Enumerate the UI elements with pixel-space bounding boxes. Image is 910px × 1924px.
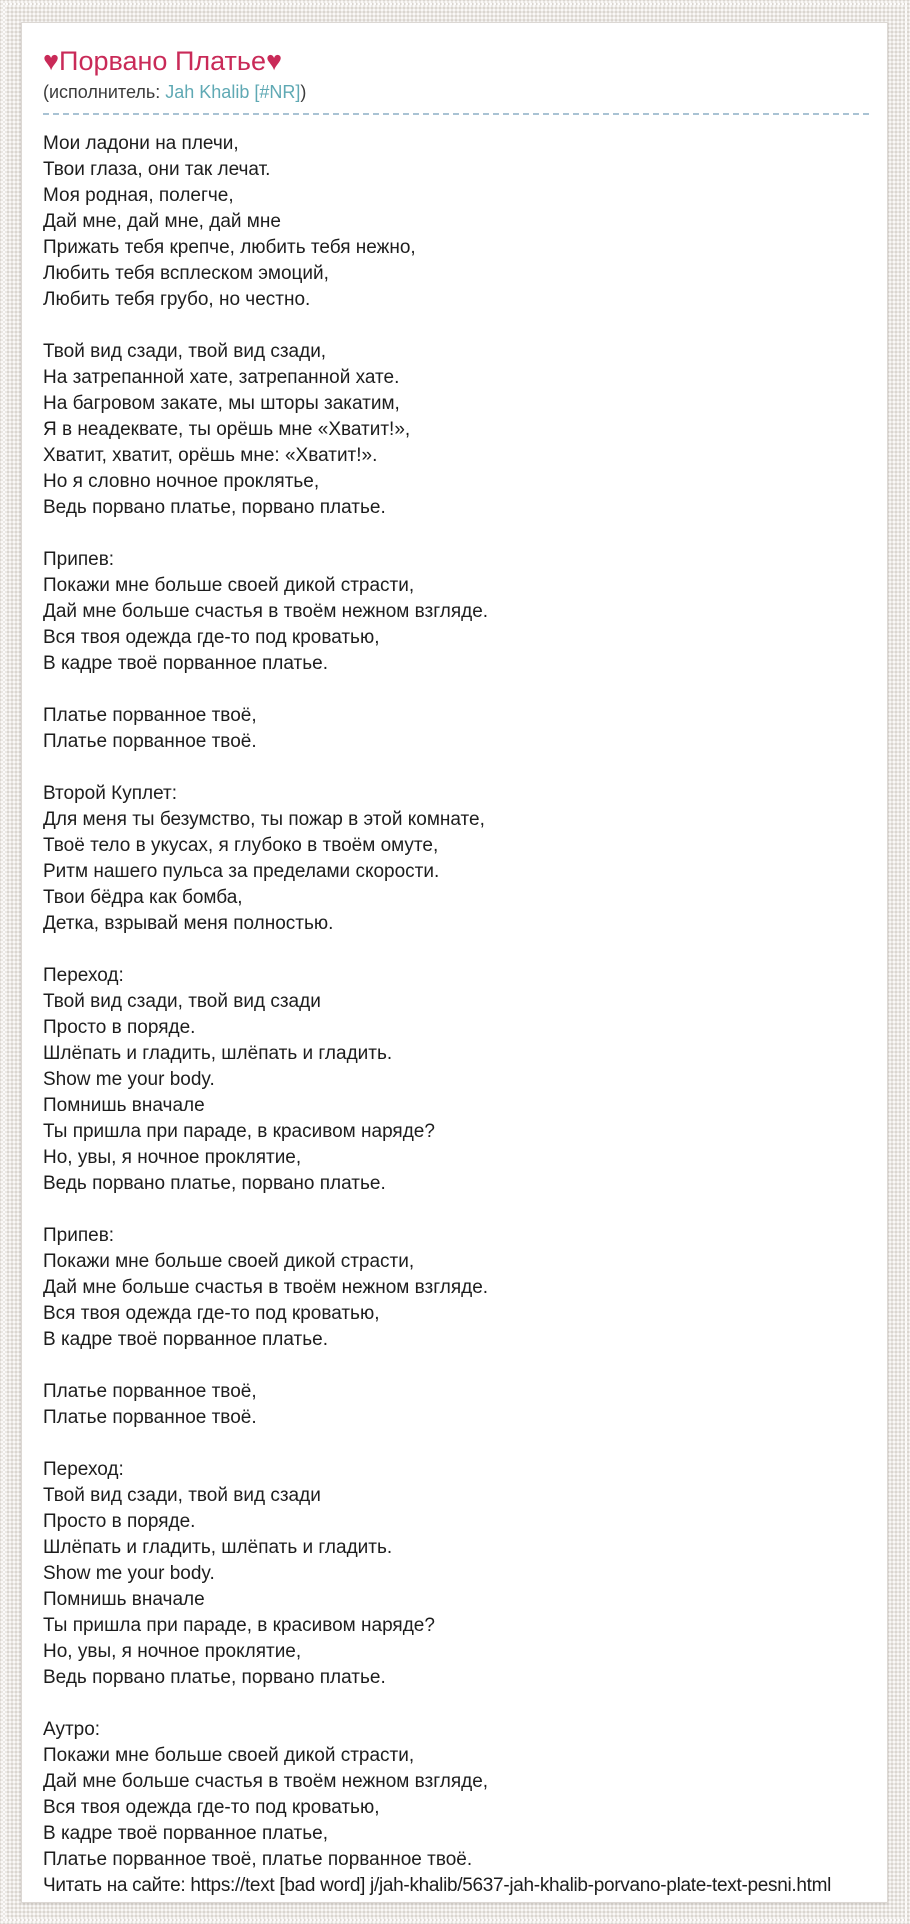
lyric-line: Помнишь вначале — [43, 1095, 205, 1116]
artist-label-prefix: (исполнитель: — [43, 82, 161, 102]
lyric-line: Ведь порвано платье, порвано платье. — [43, 1667, 386, 1688]
lyric-line: Дай мне, дай мне, дай мне — [43, 211, 281, 232]
page-title: ♥Порвано Платье♥ — [43, 46, 283, 76]
lyric-stanza — [43, 703, 869, 755]
lyric-line: Покажи мне больше своей дикой страсти, — [43, 575, 415, 596]
lyric-line: Хватит, хватит, орёшь мне: «Хватит!». — [43, 445, 378, 466]
lyric-line: Ты пришла при параде, в красивом наряде? — [43, 1615, 435, 1636]
lyric-line: Покажи мне больше своей дикой страсти, — [43, 1745, 415, 1766]
lyric-line: Твоё тело в укусах, я глубоко в твоём омуте, — [43, 835, 439, 856]
lyric-line: Show me your body. — [43, 1563, 215, 1584]
lyric-line: Просто в поряде. — [43, 1511, 196, 1532]
lyric-line: Платье порванное твоё. — [43, 731, 257, 752]
lyric-line: Для меня ты безумство, ты пожар в этой комнате, — [43, 809, 485, 830]
lyric-stanza — [43, 1717, 869, 1873]
lyric-line: Моя родная, полегче, — [43, 185, 234, 206]
artist-label-suffix: ) — [300, 82, 307, 102]
lyric-line: Детка, взрывай меня полностью. — [43, 913, 334, 934]
lyric-line: Второй Куплет: — [43, 783, 177, 804]
lyric-line: Ведь порвано платье, порвано платье. — [43, 1173, 386, 1194]
lyric-line: На багровом закате, мы шторы закатим, — [43, 393, 400, 414]
lyric-line: Мои ладони на плечи, — [43, 133, 239, 154]
lyric-stanza — [43, 1379, 869, 1431]
lyric-line: Вся твоя одежда где-то под кроватью, — [43, 627, 380, 648]
artist-line — [43, 81, 869, 103]
lyric-line: Дай мне больше счастья в твоём нежном взгляде, — [43, 1771, 489, 1792]
lyric-line: Show me your body. — [43, 1069, 215, 1090]
lyric-line: Шлёпать и гладить, шлёпать и гладить. — [43, 1537, 393, 1558]
lyric-line: Любить тебя всплеском эмоций, — [43, 263, 329, 284]
lyric-line: Я в неадеквате, ты орёшь мне «Хватит!», — [43, 419, 411, 440]
lyric-line: Платье порванное твоё, платье порванное твоё. — [43, 1849, 473, 1870]
dashed-separator — [43, 113, 869, 115]
lyric-line: Твои глаза, они так лечат. — [43, 159, 271, 180]
lyric-stanza — [43, 131, 869, 313]
content-card — [21, 22, 888, 1903]
lyric-line: Твои бёдра как бомба, — [43, 887, 243, 908]
lyric-stanza — [43, 1457, 869, 1691]
lyric-line: Помнишь вначале — [43, 1589, 205, 1610]
site-link-line: Читать на сайте: https://text [bad word] j/jah-khalib/5637-jah-khalib-porvano-plate-text-pesni.html — [43, 1873, 831, 1899]
lyric-line: Припев: — [43, 1225, 115, 1246]
lyric-line: Твой вид сзади, твой вид сзади — [43, 991, 321, 1012]
lyric-line: Но, увы, я ночное проклятие, — [43, 1641, 302, 1662]
lyric-line: В кадре твоё порванное платье, — [43, 1823, 328, 1844]
lyric-line: Покажи мне больше своей дикой страсти, — [43, 1251, 415, 1272]
lyric-line: Ритм нашего пульса за пределами скорости. — [43, 861, 440, 882]
lyric-line: Вся твоя одежда где-то под кроватью, — [43, 1303, 380, 1324]
lyric-line: Прижать тебя крепче, любить тебя нежно, — [43, 237, 416, 258]
lyric-line: Вся твоя одежда где-то под кроватью, — [43, 1797, 380, 1818]
lyric-line: Платье порванное твоё. — [43, 1407, 257, 1428]
artist-link[interactable]: Jah Khalib [#NR] — [165, 82, 301, 102]
lyric-line: Но я словно ночное проклятье, — [43, 471, 320, 492]
lyrics — [43, 131, 869, 1873]
lyric-stanza — [43, 547, 869, 677]
lyric-line: Любить тебя грубо, но честно. — [43, 289, 311, 310]
lyric-stanza — [43, 963, 869, 1197]
lyric-line: Ты пришла при параде, в красивом наряде? — [43, 1121, 435, 1142]
lyric-line: Припев: — [43, 549, 115, 570]
lyric-line: Дай мне больше счастья в твоём нежном взгляде. — [43, 601, 489, 622]
lyric-line: Дай мне больше счастья в твоём нежном взгляде. — [43, 1277, 489, 1298]
lyric-stanza — [43, 781, 869, 937]
lyric-line: Аутро: — [43, 1719, 101, 1740]
lyric-line: Просто в поряде. — [43, 1017, 196, 1038]
lyric-line: Платье порванное твоё, — [43, 705, 257, 726]
lyric-stanza — [43, 1223, 869, 1353]
lyric-line: Но, увы, я ночное проклятие, — [43, 1147, 302, 1168]
lyric-line: В кадре твоё порванное платье. — [43, 653, 328, 674]
lyric-line: Переход: — [43, 1459, 124, 1480]
lyric-stanza — [43, 339, 869, 521]
lyric-line: Ведь порвано платье, порвано платье. — [43, 497, 386, 518]
lyric-line: Шлёпать и гладить, шлёпать и гладить. — [43, 1043, 393, 1064]
lyric-line: Твой вид сзади, твой вид сзади — [43, 1485, 321, 1506]
lyric-line: Платье порванное твоё, — [43, 1381, 257, 1402]
lyric-line: В кадре твоё порванное платье. — [43, 1329, 328, 1350]
lyric-line: Переход: — [43, 965, 124, 986]
lyric-line: Твой вид сзади, твой вид сзади, — [43, 341, 327, 362]
lyric-line: На затрепанной хате, затрепанной хате. — [43, 367, 400, 388]
